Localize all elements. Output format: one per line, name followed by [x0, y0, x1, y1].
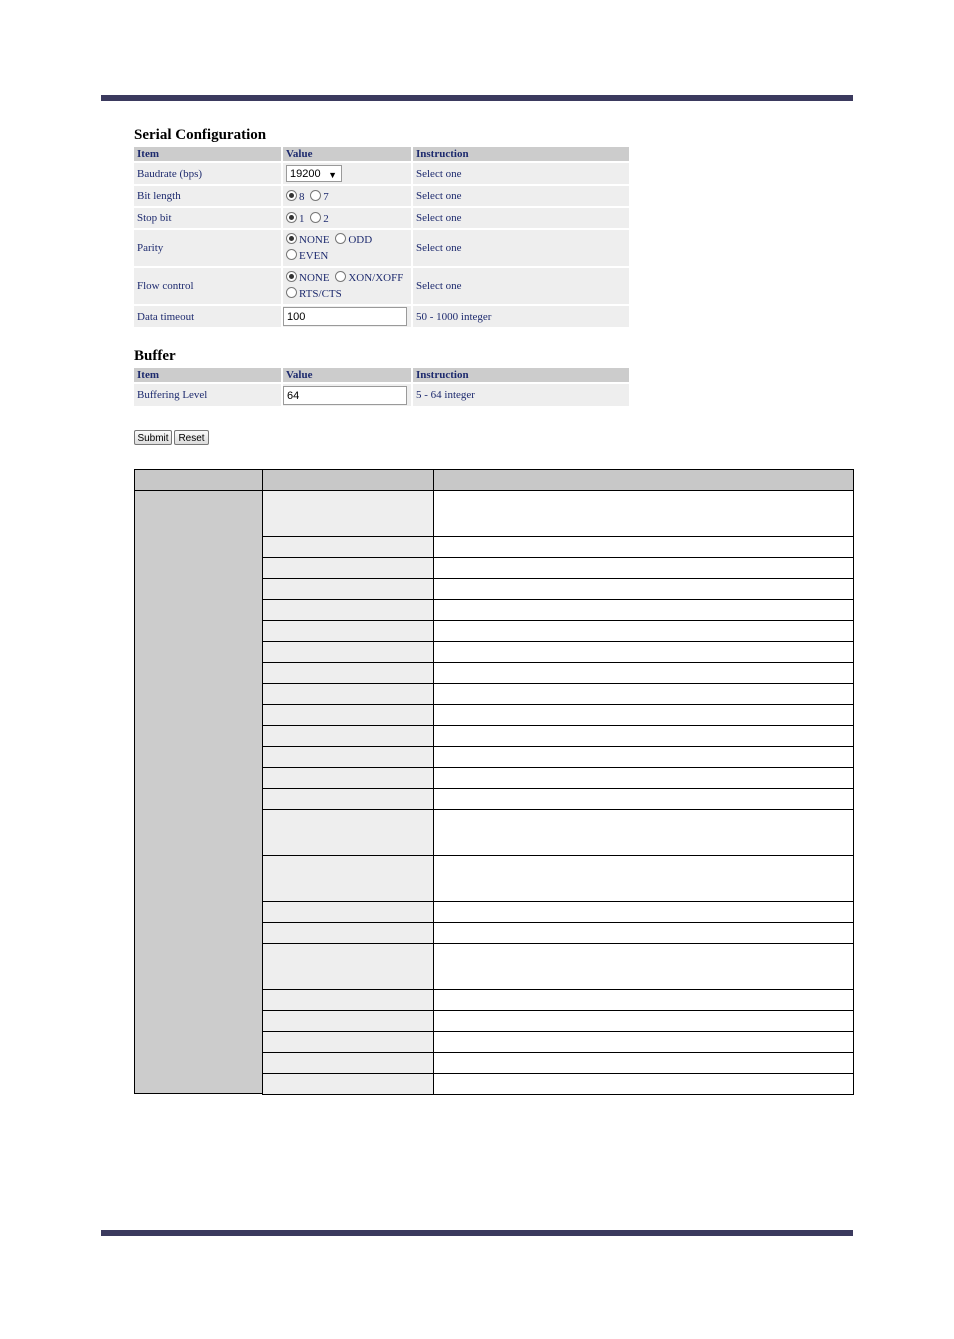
grid-row-cell-3 — [433, 746, 854, 768]
stop-bit-2-radio[interactable] — [310, 212, 321, 223]
header-instruction: Instruction — [413, 368, 629, 382]
parity-row — [134, 230, 629, 266]
bit-length-7-radio[interactable] — [310, 190, 321, 201]
buffering-level-value-cell — [283, 384, 411, 406]
grid-header-cell-1 — [134, 469, 263, 491]
grid-row-cell-3 — [433, 620, 854, 642]
stop-bit-options: 1 2 — [283, 208, 411, 228]
header-value: Value — [283, 368, 411, 382]
flow-control-options: NONE XON/XOFF RTS/CTS — [283, 268, 411, 304]
grid-row-cell-2 — [262, 1052, 434, 1074]
flow-control-instruction: Select one — [413, 268, 629, 304]
grid-row-cell-2 — [262, 641, 434, 663]
grid-row-cell-2 — [262, 662, 434, 684]
baudrate-select[interactable]: 19200 ▼ — [286, 165, 342, 182]
grid-row-cell-2 — [262, 1031, 434, 1053]
buffering-level-instruction: 5 - 64 integer — [413, 384, 629, 406]
buffering-level-input[interactable]: 64 — [283, 386, 407, 405]
grid-row-cell-2 — [262, 989, 434, 1011]
baudrate-value-cell — [283, 163, 411, 184]
data-timeout-row — [134, 306, 629, 327]
bit-length-8-radio[interactable] — [286, 190, 297, 201]
parity-none-radio[interactable] — [286, 233, 297, 244]
grid-row-cell-3 — [433, 788, 854, 810]
stop-bit-1-radio[interactable] — [286, 212, 297, 223]
grid-row-cell-3 — [433, 989, 854, 1011]
bit-length-instruction: Select one — [413, 186, 629, 206]
empty-reference-table — [134, 469, 854, 1094]
parity-label: Parity — [134, 230, 281, 266]
grid-row-cell-3 — [433, 855, 854, 902]
grid-row-cell-2 — [262, 704, 434, 726]
baudrate-row — [134, 163, 629, 184]
stop-bit-instruction: Select one — [413, 208, 629, 228]
grid-row-cell-2 — [262, 620, 434, 642]
grid-row-cell-3 — [433, 1031, 854, 1053]
grid-row-cell-2 — [262, 855, 434, 902]
header-value: Value — [283, 147, 411, 161]
flow-xon-xoff-radio[interactable] — [335, 271, 346, 282]
buffer-title: Buffer — [134, 348, 176, 364]
grid-row-cell-3 — [433, 599, 854, 621]
grid-row-cell-2 — [262, 746, 434, 768]
bit-length-options: 8 7 — [283, 186, 411, 206]
stop-bit-row — [134, 208, 629, 228]
grid-row-cell-2 — [262, 599, 434, 621]
grid-row-cell-2 — [262, 490, 434, 537]
grid-header-cell-2 — [262, 469, 434, 491]
bit-length-label: Bit length — [134, 186, 281, 206]
grid-row-cell-2 — [262, 809, 434, 856]
grid-row-cell-3 — [433, 1010, 854, 1032]
grid-row-cell-3 — [433, 683, 854, 705]
data-timeout-instruction: 50 - 1000 integer — [413, 306, 629, 327]
baudrate-label: Baudrate (bps) — [134, 163, 281, 184]
grid-row-cell-2 — [262, 788, 434, 810]
grid-row-cell-3 — [433, 901, 854, 923]
bottom-rule — [101, 1230, 853, 1236]
table-header-row — [134, 147, 629, 161]
header-item: Item — [134, 147, 281, 161]
chevron-down-icon: ▼ — [328, 170, 337, 180]
header-item: Item — [134, 368, 281, 382]
serial-configuration-title: Serial Configuration — [134, 127, 267, 143]
grid-group-cell — [134, 490, 263, 1094]
parity-instruction: Select one — [413, 230, 629, 266]
bit-length-row — [134, 186, 629, 206]
serial-config-table — [134, 145, 629, 329]
grid-row-cell-3 — [433, 922, 854, 944]
grid-row-cell-3 — [433, 641, 854, 663]
grid-row-cell-2 — [262, 943, 434, 990]
grid-row-cell-3 — [433, 578, 854, 600]
grid-row-cell-3 — [433, 1052, 854, 1074]
parity-odd-radio[interactable] — [335, 233, 346, 244]
grid-row-cell-3 — [433, 809, 854, 856]
grid-row-cell-2 — [262, 1073, 434, 1095]
buffer-table — [134, 366, 629, 408]
parity-even-radio[interactable] — [286, 249, 297, 260]
grid-row-cell-2 — [262, 683, 434, 705]
grid-row-cell-2 — [262, 767, 434, 789]
header-instruction: Instruction — [413, 147, 629, 161]
grid-row-cell-2 — [262, 725, 434, 747]
grid-row-cell-3 — [433, 490, 854, 537]
flow-none-radio[interactable] — [286, 271, 297, 282]
grid-row-cell-3 — [433, 943, 854, 990]
grid-row-cell-2 — [262, 557, 434, 579]
grid-row-cell-2 — [262, 536, 434, 558]
grid-row-cell-2 — [262, 901, 434, 923]
grid-row-cell-3 — [433, 557, 854, 579]
grid-row-cell-3 — [433, 536, 854, 558]
grid-row-cell-2 — [262, 578, 434, 600]
grid-header-cell-3 — [433, 469, 854, 491]
flow-control-row — [134, 268, 629, 304]
grid-row-cell-3 — [433, 662, 854, 684]
grid-row-cell-3 — [433, 725, 854, 747]
grid-row-cell-3 — [433, 704, 854, 726]
grid-row-cell-2 — [262, 1010, 434, 1032]
reset-button[interactable]: Reset — [174, 430, 209, 445]
data-timeout-input[interactable]: 100 — [283, 307, 407, 326]
baudrate-instruction: Select one — [413, 163, 629, 184]
grid-row-cell-2 — [262, 922, 434, 944]
parity-options: NONE ODD EVEN — [283, 230, 411, 266]
table-header-row — [134, 368, 629, 382]
flow-control-label: Flow control — [134, 268, 281, 304]
flow-rts-cts-radio[interactable] — [286, 287, 297, 298]
submit-button[interactable]: Submit — [134, 430, 172, 445]
grid-row-cell-3 — [433, 767, 854, 789]
stop-bit-label: Stop bit — [134, 208, 281, 228]
data-timeout-value-cell — [283, 306, 411, 327]
top-rule — [101, 95, 853, 101]
grid-row-cell-3 — [433, 1073, 854, 1095]
buffering-level-row — [134, 384, 629, 406]
data-timeout-label: Data timeout — [134, 306, 281, 327]
buffering-level-label: Buffering Level — [134, 384, 281, 406]
